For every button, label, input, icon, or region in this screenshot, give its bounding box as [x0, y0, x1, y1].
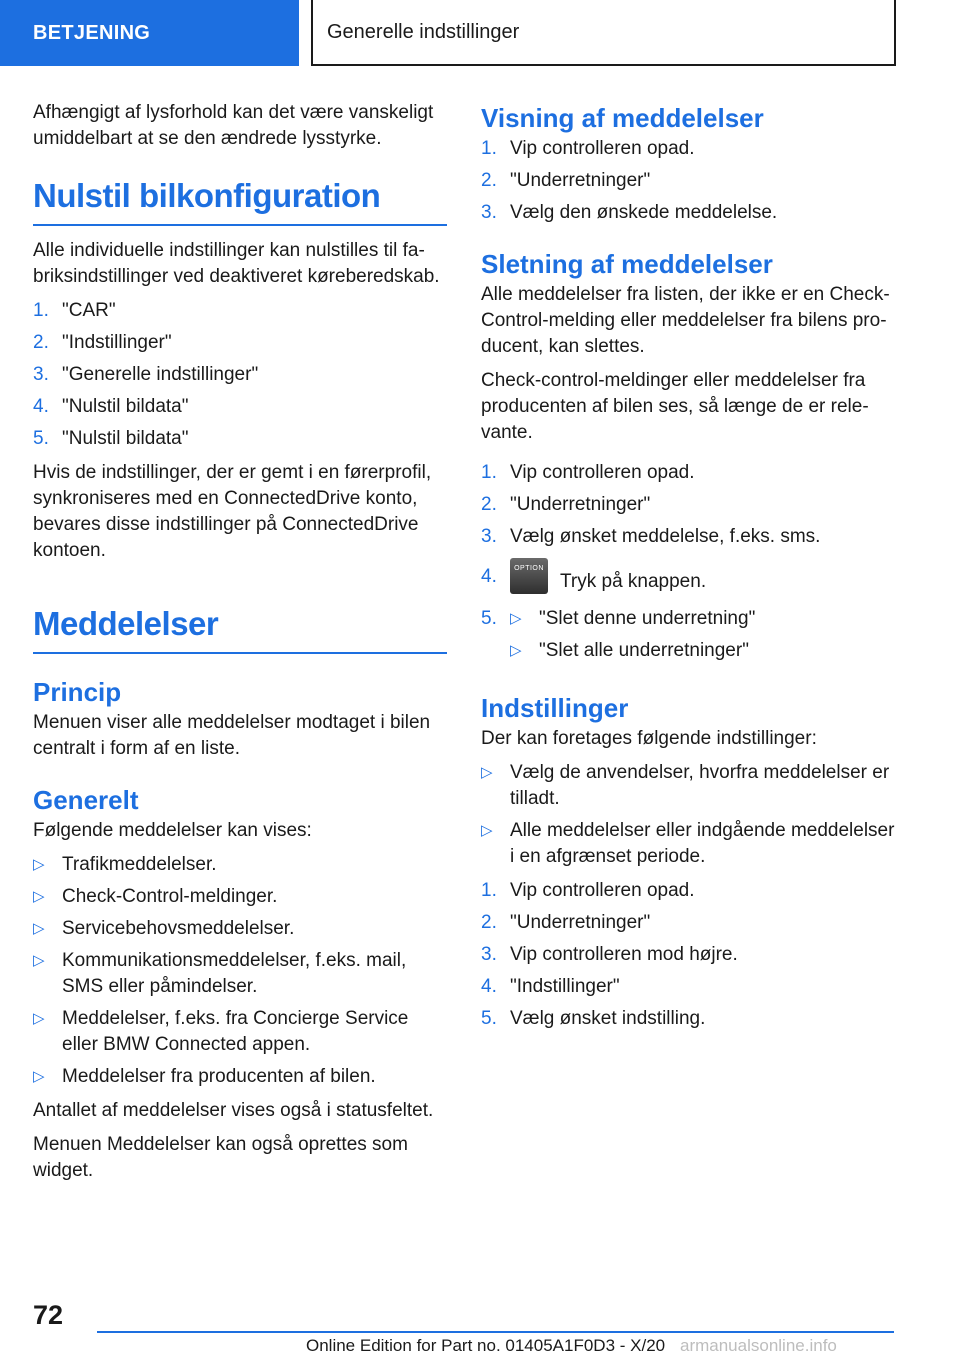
settings-heading: Indstillinger [481, 693, 629, 723]
list-item: 1. Vip controlleren opad. [481, 880, 695, 901]
general-heading: Generelt [33, 785, 139, 815]
edition-text: Online Edition for Part no. 01405A1F0D3 - X/20 [306, 1336, 666, 1355]
list-item: 3. Vælg ønsket meddelelse, f.eks. sms. [481, 526, 821, 547]
list-item: 1. Vip controlleren opad. [481, 462, 695, 483]
general-paragraph: Følgende meddelelser kan vises: [33, 820, 312, 841]
reset-paragraph: Alle individuelle indstillinger kan nulstilles til fabriksindstillinger ved deaktiveret køreberedskab. [33, 240, 440, 287]
messages-heading: Meddelelser [33, 604, 447, 654]
section-title: BETJENING [33, 21, 151, 44]
delete-paragraph-1: Alle meddelelser fra listen, der ikke er en Check-Control-melding eller meddelelser fra bilens producent, kan slettes. [481, 284, 890, 357]
list-item: ▷ Kommunikationsmeddelelser, f.eks. mail, SMS eller påmindelser. [33, 948, 447, 1000]
settings-paragraph: Der kan foretages følgende indstillinger: [481, 728, 817, 749]
list-item: 4. "Indstillinger" [481, 976, 620, 997]
right-column [481, 100, 899, 1040]
section-tab [0, 0, 299, 66]
delete-paragraph-2: Check-control-meldinger eller meddelelser fra producenten af bilen ses, så længe de er relevante. [481, 370, 869, 443]
triangle-bullet-icon: ▷ [510, 610, 522, 627]
principle-heading: Princip [33, 677, 122, 707]
list-item: 3. "Generelle indstillinger" [33, 364, 259, 385]
display-heading: Visning af meddelelser [481, 103, 764, 133]
list-item: ▷ Trafikmeddelelser. [33, 852, 447, 878]
triangle-bullet-icon: ▷ [33, 1068, 45, 1085]
chapter-title: Generelle indstillinger [327, 20, 520, 43]
option-button-icon: OPTION [510, 558, 548, 594]
triangle-bullet-icon: ▷ [33, 888, 45, 905]
status-paragraph: Antallet af meddelelser vises også i statusfeltet. [33, 1100, 434, 1121]
widget-paragraph: Menuen Meddelelser kan også oprettes som widget. [33, 1134, 408, 1181]
principle-paragraph: Menuen viser alle meddelelser modtaget i bilen centralt i form af en liste. [33, 712, 431, 759]
list-item: ▷ Check-Control-meldinger. [33, 884, 447, 910]
reset-heading: Nulstil bilkonfiguration [33, 176, 447, 226]
reset-note: Hvis de indstillinger, der er gemt i en førerprofil, synkroniseres med en ConnectedDrive konto, bevares disse indstillinger på ConnectedDrive kontoen. [33, 462, 432, 561]
triangle-bullet-icon: ▷ [33, 952, 45, 969]
message-types-list [33, 852, 447, 1090]
list-item: ▷ Meddelelser, f.eks. fra Concierge Service eller BMW Connected appen. [33, 1006, 447, 1058]
triangle-bullet-icon: ▷ [481, 764, 493, 781]
list-item: 3. Vip controlleren mod højre. [481, 944, 738, 965]
page-number: 72 [33, 1300, 64, 1330]
settings-steps [481, 878, 899, 1032]
intro-paragraph: Afhængigt af lysforhold kan det være vanskeligt umiddelbart at se den ændrede lysstyrke. [33, 102, 434, 149]
triangle-bullet-icon: ▷ [33, 1010, 45, 1027]
left-column [33, 100, 447, 1192]
footer-divider [97, 1331, 894, 1333]
list-item: 2. "Indstillinger" [33, 332, 172, 353]
list-item: ▷ Alle meddelelser eller indgående meddelelser i en afgrænset periode. [481, 818, 899, 870]
list-item: 5. "Nulstil bildata" [33, 428, 189, 449]
list-item: ▷ Meddelelser fra producenten af bilen. [33, 1064, 447, 1090]
list-item: 4. OPTIONTryk på knappen. [481, 564, 899, 600]
list-item: 5. ▷ "Slet denne underretning" ▷ "Slet alle underretninger" [481, 606, 899, 670]
chapter-header [311, 0, 896, 66]
watermark-text: armanualsonline.info [680, 1336, 837, 1355]
list-item: 2. "Underretninger" [481, 494, 651, 515]
list-item: 2. "Underretninger" [481, 170, 651, 191]
list-item: 1. "CAR" [33, 300, 116, 321]
triangle-bullet-icon: ▷ [481, 822, 493, 839]
triangle-bullet-icon: ▷ [33, 856, 45, 873]
triangle-bullet-icon: ▷ [33, 920, 45, 937]
settings-bullets [481, 760, 899, 870]
list-item: 4. "Nulstil bildata" [33, 396, 189, 417]
delete-heading: Sletning af meddelelser [481, 249, 773, 279]
list-item: 1. Vip controlleren opad. [481, 138, 695, 159]
delete-steps [481, 460, 899, 670]
triangle-bullet-icon: ▷ [510, 642, 522, 659]
reset-steps [33, 298, 447, 452]
list-item: ▷ Servicebehovsmeddelelser. [33, 916, 447, 942]
list-item: 3. Vælg den ønskede meddelelse. [481, 202, 778, 223]
list-item: 5. Vælg ønsket indstilling. [481, 1008, 706, 1029]
list-item: 2. "Underretninger" [481, 912, 651, 933]
list-item: ▷ Vælg de anvendelser, hvorfra meddelelser er tilladt. [481, 760, 899, 812]
display-steps [481, 136, 899, 226]
